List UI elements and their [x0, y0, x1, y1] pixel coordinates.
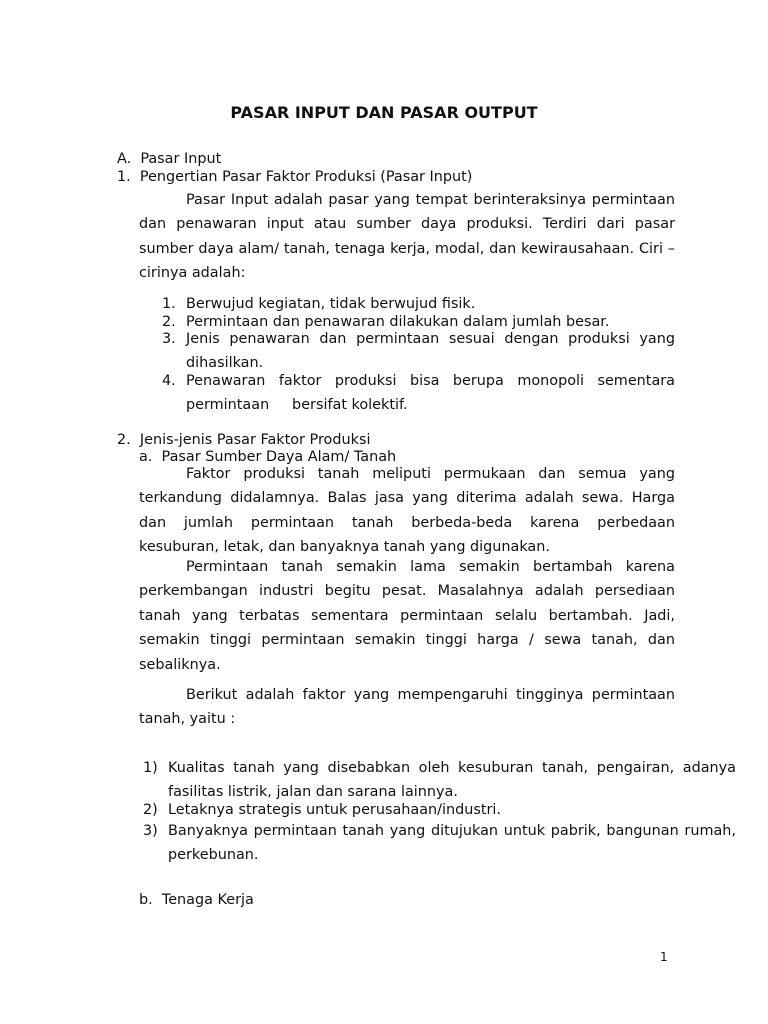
section-heading-2: 2. Jenis-jenis Pasar Faktor Produksi	[117, 432, 371, 448]
paragraph-permintaan-tanah: Permintaan tanah semakin lama semakin bertambah karena perkembangan industri begitu pesat. Masalahnya adalah persediaan tanah yang terbatas sementara permintaan selalu bertambah. Jadi, semakin tinggi permintaan semakin tinggi harga / sewa tanah, dan sebaliknya.	[139, 559, 675, 673]
list-number: 4.	[162, 373, 176, 389]
list-number: 2.	[162, 314, 176, 330]
list-number: 3.	[162, 331, 176, 347]
paragraph-faktor-tanah: Faktor produksi tanah meliputi permukaan dan semua yang terkandung didalamnya. Balas jasa yang diterima adalah sewa. Harga dan jumlah permintaan tanah berbeda-beda karena perbedaan kesuburan, letak, dan banyaknya tanah yang digunakan.	[139, 466, 675, 556]
paragraph-pasar-input: Pasar Input adalah pasar yang tempat berinteraksinya permintaan dan penawaran input atau sumber daya produksi. Terdiri dari pasar sumber daya alam/ tanah, tenaga kerja, modal, dan kewirausahaan. Ciri – cirinya adalah:	[139, 192, 675, 282]
list-number: 3)	[143, 823, 158, 839]
subsection-heading-a: a. Pasar Sumber Daya Alam/ Tanah	[139, 449, 397, 465]
section-heading-a: A. Pasar Input	[117, 151, 222, 167]
list-number: 2)	[143, 802, 158, 818]
list-item: Kualitas tanah yang disebabkan oleh kesuburan tanah, pengairan, adanya fasilitas listrik, jalan dan sarana lainnya.	[168, 760, 736, 800]
list-item: Letaknya strategis untuk perusahaan/industri.	[168, 802, 502, 818]
list-item: Jenis penawaran dan permintaan sesuai dengan produksi yang dihasilkan.	[186, 331, 675, 371]
list-item: Berwujud kegiatan, tidak berwujud fisik.	[186, 296, 476, 312]
section-heading-1: 1. Pengertian Pasar Faktor Produksi (Pasar Input)	[117, 169, 473, 185]
list-item: Penawaran faktor produksi bisa berupa monopoli sementara permintaan bersifat kolektif.	[186, 373, 675, 413]
page-number: 1	[660, 950, 668, 964]
list-item: Permintaan dan penawaran dilakukan dalam jumlah besar.	[186, 314, 610, 330]
list-item: Banyaknya permintaan tanah yang ditujukan untuk pabrik, bangunan rumah, perkebunan.	[168, 823, 736, 863]
list-number: 1.	[162, 296, 176, 312]
list-number: 1)	[143, 760, 158, 776]
page-title: PASAR INPUT DAN PASAR OUTPUT	[230, 103, 538, 122]
paragraph-faktor-intro: Berikut adalah faktor yang mempengaruhi tingginya permintaan tanah, yaitu :	[139, 687, 675, 728]
subsection-heading-b: b. Tenaga Kerja	[139, 892, 254, 908]
